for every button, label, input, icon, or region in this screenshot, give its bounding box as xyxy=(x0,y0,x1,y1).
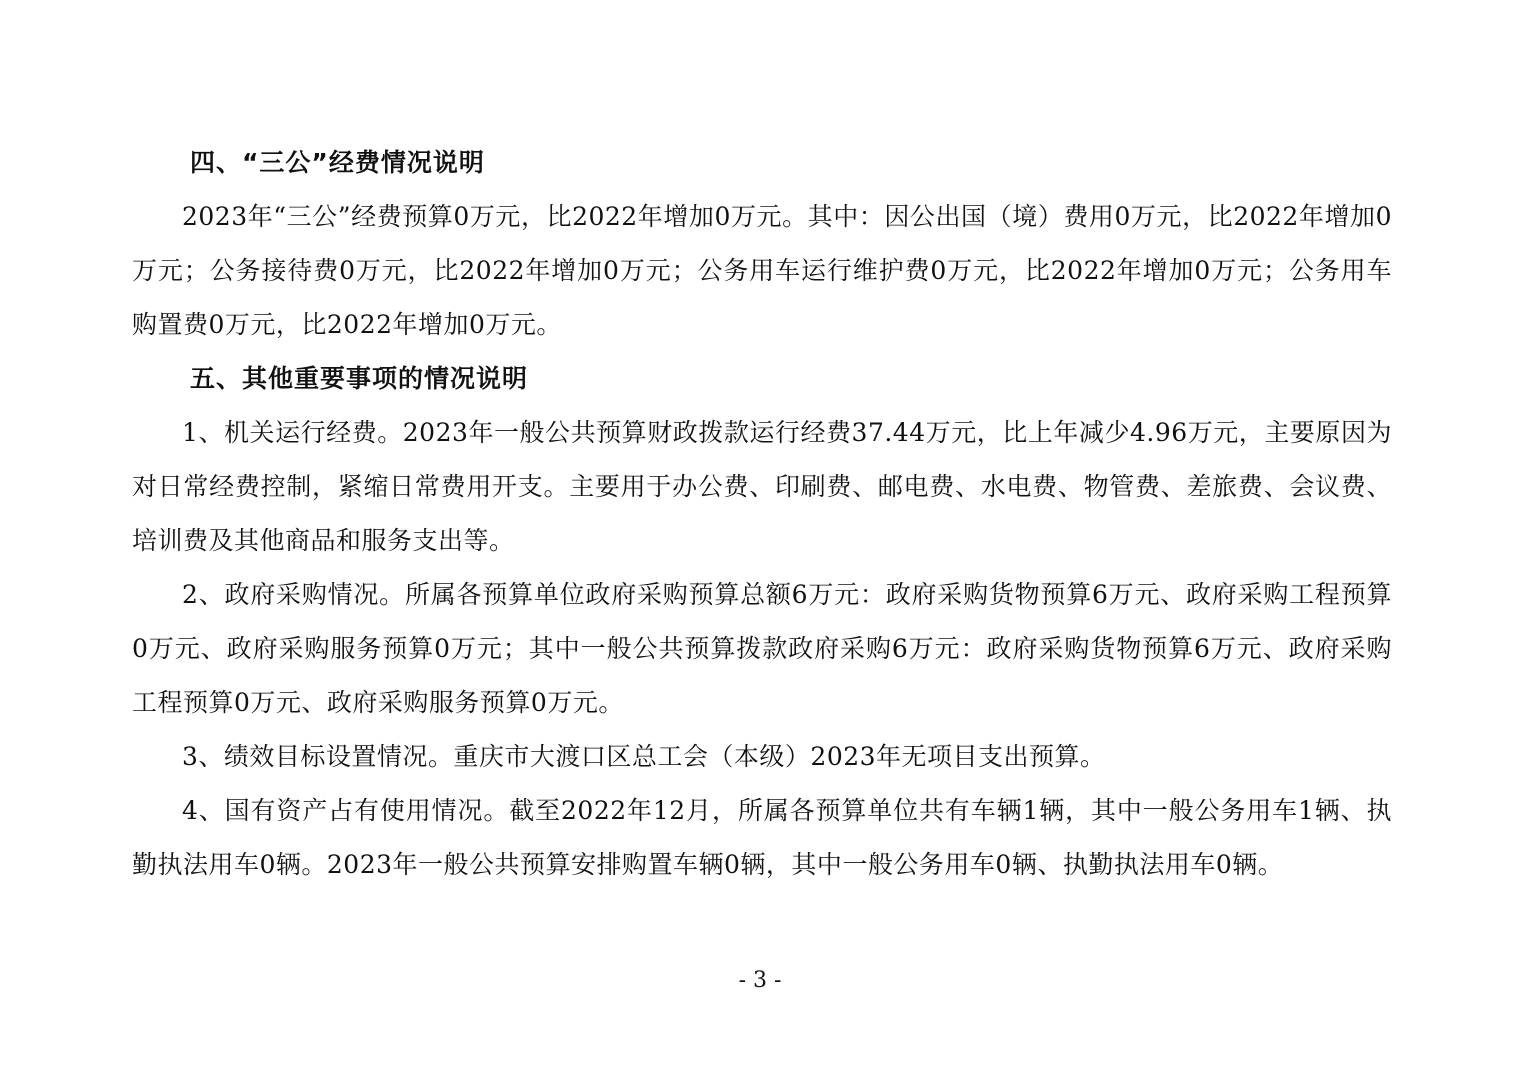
section-5-heading: 五、其他重要事项的情况说明 xyxy=(190,364,529,393)
item-performance-targets: 3、绩效目标设置情况。重庆市大渡口区总工会（本级）2023年无项目支出预算。 xyxy=(182,742,1106,771)
section-4-heading: 四、“三公”经费情况说明 xyxy=(190,148,485,177)
item-operating-expenses: 1、机关运行经费。2023年一般公共预算财政拨款运行经费37.44万元，比上年减少4.96万元，主要原因为对日常经费控制，紧缩日常费用开支。主要用于办公费、印刷费、邮电费、水电费、物管费、差旅费、会议费、培训费及其他商品和服务支出等。 xyxy=(132,418,1392,555)
item-government-procurement: 2、政府采购情况。所属各预算单位政府采购预算总额6万元：政府采购货物预算6万元、政府采购工程预算0万元、政府采购服务预算0万元；其中一般公共预算拨款政府采购6万元：政府采购货物预算6万元、政府采购工程预算0万元、政府采购服务预算0万元。 xyxy=(132,580,1392,717)
page-number: - 3 - xyxy=(738,968,782,993)
section-4-paragraph: 2023年“三公”经费预算0万元，比2022年增加0万元。其中：因公出国（境）费用0万元，比2022年增加0万元；公务接待费0万元，比2022年增加0万元；公务用车运行维护费0万元，比2022年增加0万元；公务用车购置费0万元，比2022年增加0万元。 xyxy=(132,202,1392,339)
document-body xyxy=(132,136,1392,892)
item-state-assets: 4、国有资产占有使用情况。截至2022年12月，所属各预算单位共有车辆1辆，其中一般公务用车1辆、执勤执法用车0辆。2023年一般公共预算安排购置车辆0辆，其中一般公务用车0辆、执勤执法用车0辆。 xyxy=(132,796,1392,879)
